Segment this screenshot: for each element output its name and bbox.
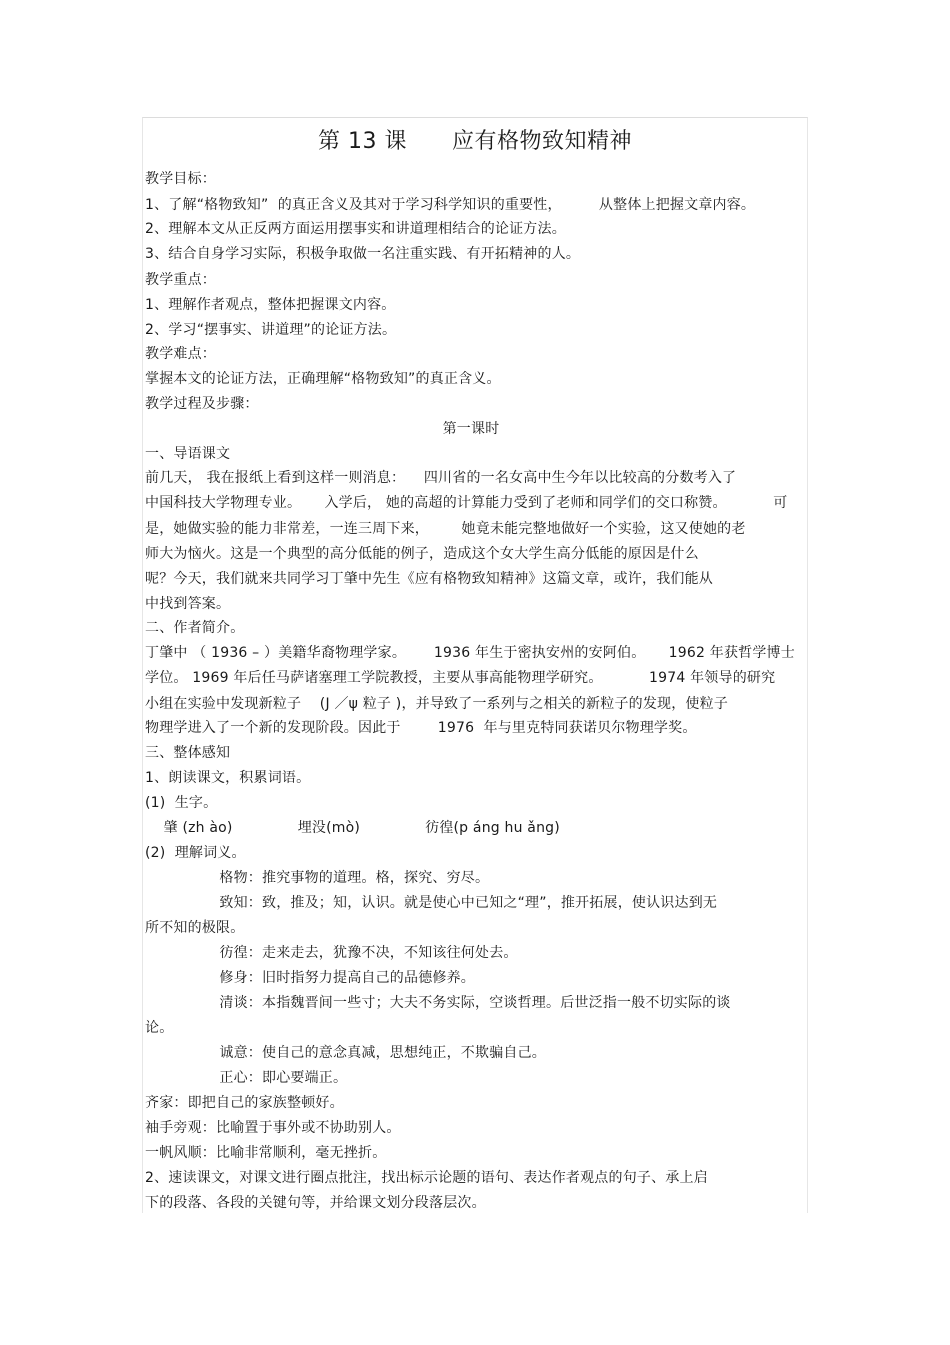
text-line: 肇 (zh ào) 埋没(mò) 彷徨(p áng hu ǎng) xyxy=(145,820,560,836)
text-line: (2) 理解词义。 xyxy=(145,845,246,861)
text-line: 2、速读课文，对课文进行圈点批注，找出标示论题的语句、表达作者观点的句子、承上启 xyxy=(145,1170,708,1186)
text-line: 1、朗读课文，积累词语。 xyxy=(145,770,311,786)
text-line: 一帆风顺：比喻非常顺利，毫无挫折。 xyxy=(145,1145,387,1161)
text-line: 2、学习“摆事实、讲道理”的论证方法。 xyxy=(145,322,397,338)
text-line: 二、作者简介。 xyxy=(145,620,245,636)
text-line: 中找到答案。 xyxy=(145,596,231,612)
text-line: 丁肇中 （ 1936 – ）美籍华裔物理学家。 1936 年生于密执安州的安阿伯。 1962 年获哲学博士 xyxy=(145,645,795,661)
text-line: 袖手旁观：比喻置于事外或不协助别人。 xyxy=(145,1120,401,1136)
text-line: 正心：即心要端正。 xyxy=(145,1070,348,1086)
text-line: 前几天， 我在报纸上看到这样一则消息： 四川省的一名女高中生今年以比较高的分数考入了 xyxy=(145,470,737,486)
text-line: 所不知的极限。 xyxy=(145,920,245,936)
text-line: 中国科技大学物理专业。 入学后， 她的高超的计算能力受到了老师和同学们的交口称赞。 可 xyxy=(145,495,788,511)
text-line: 是，她做实验的能力非常差，一连三周下来， 她竟未能完整地做好一个实验，这又使她的老 xyxy=(145,521,746,537)
text-line: (1) 生字。 xyxy=(145,795,218,811)
text-line: 3、结合自身学习实际，积极争取做一名注重实践、有开拓精神的人。 xyxy=(145,246,581,262)
text-line: 三、整体感知 xyxy=(145,745,231,761)
text-line: 致知：致，推及；知，认识。就是使心中已知之“理”，推开拓展，使认识达到无 xyxy=(145,895,718,911)
text-line: 一、导语课文 xyxy=(145,446,231,462)
text-line: 教学重点： xyxy=(145,272,216,288)
text-line: 论。 xyxy=(145,1020,174,1036)
text-line: 修身：旧时指努力提高自己的品德修养。 xyxy=(145,970,476,986)
text-line: 清谈：本指魏晋间一些寸；大夫不务实际，空谈哲理。后世泛指一般不切实际的谈 xyxy=(145,995,731,1011)
lesson-title: 第 13 课 应有格物致知精神 xyxy=(318,129,632,154)
text-line: 齐家：即把自己的家族整顿好。 xyxy=(145,1095,344,1111)
text-line: 师大为恼火。这是一个典型的高分低能的例子，造成这个女大学生高分低能的原因是什么 xyxy=(145,546,699,562)
text-line: 1、理解作者观点，整体把握课文内容。 xyxy=(145,297,396,313)
text-line: 下的段落、各段的关键句等，并给课文划分段落层次。 xyxy=(145,1195,486,1211)
text-line: 掌握本文的论证方法，正确理解“格物致知”的真正含义。 xyxy=(145,371,501,387)
text-line: 2、理解本文从正反两方面运用摆事实和讲道理相结合的论证方法。 xyxy=(145,221,566,237)
text-line: 1、了解“格物致知” 的真正含义及其对于学习科学知识的重要性， 从整体上把握文章内容。 xyxy=(145,197,756,213)
text-line: 教学目标： xyxy=(145,171,216,187)
text-line: 物理学进入了一个新的发现阶段。因此于 1976 年与里克特同获诺贝尔物理学奖。 xyxy=(145,720,697,736)
text-line: 学位。 1969 年后任马萨诸塞理工学院教授，主要从事高能物理学研究。 1974 年领导的研究 xyxy=(145,670,776,686)
text-line: 彷徨：走来走去，犹豫不决，不知该往何处去。 xyxy=(145,945,518,961)
text-line: 小组在实验中发现新粒子 (J ／ψ 粒子 )，并导致了一系列与之相关的新粒子的发现，使粒子 xyxy=(145,696,729,712)
text-line: 教学过程及步骤： xyxy=(145,396,259,412)
text-line: 呢？今天，我们就来共同学习丁肇中先生《应有格物致知精神》这篇文章，或许，我们能从 xyxy=(145,571,713,587)
section-heading: 第一课时 xyxy=(442,421,500,437)
text-line: 格物：推究事物的道理。格，探究、穷尽。 xyxy=(145,870,490,886)
text-line: 诚意：使自己的意念真减，思想纯正，不欺骗自己。 xyxy=(145,1045,547,1061)
text-line: 教学难点： xyxy=(145,346,216,362)
